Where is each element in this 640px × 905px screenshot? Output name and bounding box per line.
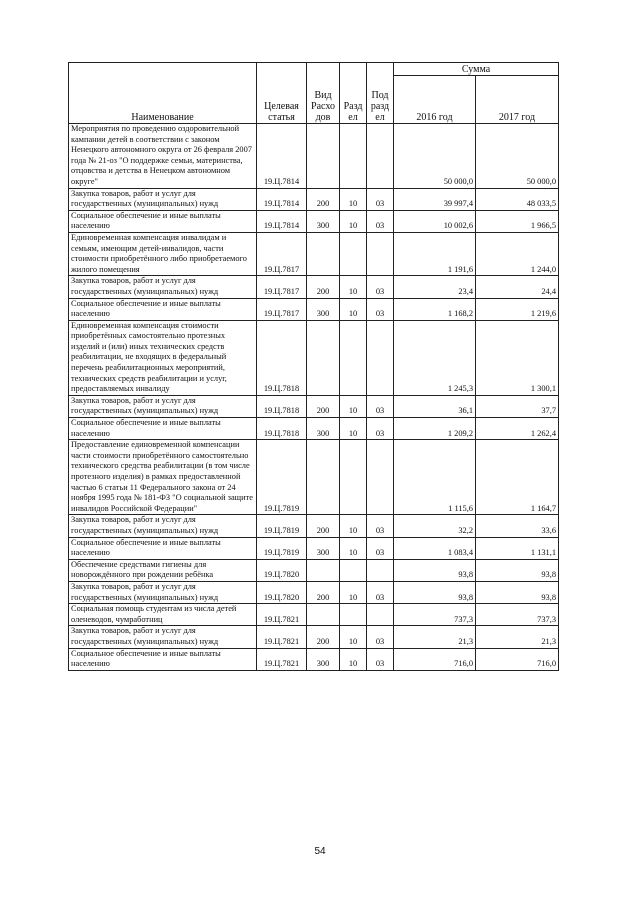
table-cell-2016: 1 115,6: [394, 440, 476, 515]
table-row: [69, 581, 559, 603]
table-cell-podrazdel: 03: [367, 188, 394, 210]
table-cell-podrazdel: 03: [367, 395, 394, 417]
table-cell-target: 19.Ц.7814: [257, 124, 307, 189]
table-cell-vid: 300: [307, 298, 340, 320]
table-cell-podrazdel: [367, 320, 394, 395]
table-cell-2017: 24,4: [476, 276, 559, 298]
table-cell-2016: 39 997,4: [394, 188, 476, 210]
table-cell-target: 19.Ц.7814: [257, 210, 307, 232]
table-cell-2017: 1 966,5: [476, 210, 559, 232]
header-2016: 2016 год: [394, 76, 476, 124]
table-cell-2017: 716,0: [476, 648, 559, 670]
table-cell-target: 19.Ц.7818: [257, 320, 307, 395]
table-cell-2017: 1 131,1: [476, 537, 559, 559]
table-cell-podrazdel: 03: [367, 298, 394, 320]
table-cell-name: Социальное обеспечение и иные выплаты населению: [69, 418, 257, 440]
table-cell-2017: 1 219,6: [476, 298, 559, 320]
table-cell-razdel: 10: [340, 276, 367, 298]
table-cell-2017: 21,3: [476, 626, 559, 648]
table-cell-2016: 21,3: [394, 626, 476, 648]
table-cell-name: Мероприятия по проведению оздоровительной кампании детей в соответствии с законом Ненецкого автономного округа от 26 февраля 2007 года № 21-оз "О поддержке семьи, материнства, отцовства и детства в Ненецком автономном округе": [69, 124, 257, 189]
table-cell-target: 19.Ц.7821: [257, 626, 307, 648]
table-cell-target: 19.Ц.7821: [257, 648, 307, 670]
table-cell-target: 19.Ц.7819: [257, 537, 307, 559]
table-cell-2017: 93,8: [476, 581, 559, 603]
budget-table: [68, 62, 559, 671]
table-cell-name: Единовременная компенсация инвалидам и семьям, имеющим детей-инвалидов, части стоимости приобретённого либо приобретаемого жилого помещения: [69, 232, 257, 275]
table-cell-2016: 716,0: [394, 648, 476, 670]
table-cell-razdel: 10: [340, 395, 367, 417]
table-cell-vid: 200: [307, 276, 340, 298]
table-cell-target: 19.Ц.7820: [257, 559, 307, 581]
table-cell-razdel: [340, 440, 367, 515]
table-cell-podrazdel: 03: [367, 537, 394, 559]
header-razdel: Разд ел: [340, 63, 367, 124]
table-cell-2017: 1 300,1: [476, 320, 559, 395]
table-row: [69, 298, 559, 320]
table-cell-2016: 32,2: [394, 515, 476, 537]
table-cell-podrazdel: [367, 604, 394, 626]
table-cell-2016: 737,3: [394, 604, 476, 626]
table-cell-podrazdel: [367, 440, 394, 515]
table-cell-vid: [307, 124, 340, 189]
table-cell-razdel: 10: [340, 298, 367, 320]
table-cell-razdel: 10: [340, 515, 367, 537]
header-target: Целевая статья: [257, 63, 307, 124]
table-cell-podrazdel: [367, 232, 394, 275]
table-row: [69, 395, 559, 417]
table-cell-target: 19.Ц.7821: [257, 604, 307, 626]
table-cell-razdel: [340, 320, 367, 395]
table-cell-razdel: [340, 232, 367, 275]
table-cell-2017: 1 244,0: [476, 232, 559, 275]
table-cell-2016: 93,8: [394, 581, 476, 603]
table-cell-podrazdel: 03: [367, 515, 394, 537]
table-row: [69, 648, 559, 670]
table-row: [69, 276, 559, 298]
table-cell-name: Закупка товаров, работ и услуг для государственных (муниципальных) нужд: [69, 515, 257, 537]
table-cell-name: Закупка товаров, работ и услуг для государственных (муниципальных) нужд: [69, 188, 257, 210]
table-cell-razdel: 10: [340, 210, 367, 232]
table-cell-vid: 300: [307, 210, 340, 232]
table-cell-vid: 300: [307, 648, 340, 670]
table-cell-razdel: 10: [340, 188, 367, 210]
table-cell-2016: 1 209,2: [394, 418, 476, 440]
table-cell-vid: [307, 604, 340, 626]
table-cell-name: Социальное обеспечение и иные выплаты населению: [69, 537, 257, 559]
table-cell-2016: 93,8: [394, 559, 476, 581]
table-cell-podrazdel: 03: [367, 276, 394, 298]
table-cell-target: 19.Ц.7819: [257, 515, 307, 537]
table-cell-target: 19.Ц.7820: [257, 581, 307, 603]
table-cell-razdel: [340, 124, 367, 189]
table-cell-podrazdel: 03: [367, 648, 394, 670]
table-cell-2017: 93,8: [476, 559, 559, 581]
table-cell-podrazdel: 03: [367, 418, 394, 440]
table-cell-2016: 36,1: [394, 395, 476, 417]
table-row: [69, 320, 559, 395]
table-cell-2017: 1 164,7: [476, 440, 559, 515]
table-cell-podrazdel: 03: [367, 626, 394, 648]
table-cell-name: Закупка товаров, работ и услуг для государственных (муниципальных) нужд: [69, 626, 257, 648]
table-cell-2017: 37,7: [476, 395, 559, 417]
table-row: [69, 210, 559, 232]
header-podrazdel: Под разд ел: [367, 63, 394, 124]
table-cell-target: 19.Ц.7817: [257, 298, 307, 320]
table-cell-2017: 50 000,0: [476, 124, 559, 189]
header-summa: Сумма: [394, 63, 559, 76]
table-cell-razdel: 10: [340, 648, 367, 670]
table-cell-2016: 23,4: [394, 276, 476, 298]
table-row: [69, 440, 559, 515]
table-row: [69, 515, 559, 537]
table-cell-target: 19.Ц.7817: [257, 232, 307, 275]
table-cell-podrazdel: 03: [367, 210, 394, 232]
table-cell-razdel: 10: [340, 626, 367, 648]
table-cell-2016: 1 168,2: [394, 298, 476, 320]
table-row: [69, 418, 559, 440]
table-cell-podrazdel: [367, 124, 394, 189]
table-row: [69, 559, 559, 581]
table-row: [69, 537, 559, 559]
table-cell-2017: 48 033,5: [476, 188, 559, 210]
table-cell-vid: 200: [307, 626, 340, 648]
table-cell-vid: [307, 320, 340, 395]
table-row: [69, 188, 559, 210]
table-cell-vid: [307, 440, 340, 515]
table-row: [69, 626, 559, 648]
table-cell-razdel: 10: [340, 581, 367, 603]
table-cell-vid: 200: [307, 581, 340, 603]
table-cell-target: 19.Ц.7818: [257, 395, 307, 417]
table-cell-razdel: 10: [340, 418, 367, 440]
table-cell-podrazdel: 03: [367, 581, 394, 603]
table-cell-2016: 10 002,6: [394, 210, 476, 232]
table-cell-vid: [307, 559, 340, 581]
table-cell-razdel: [340, 559, 367, 581]
table-cell-2016: 50 000,0: [394, 124, 476, 189]
header-vid: Вид Расхо дов: [307, 63, 340, 124]
header-2017: 2017 год: [476, 76, 559, 124]
table-cell-name: Социальная помощь студентам из числа детей оленеводов, чумработниц: [69, 604, 257, 626]
table-body: [69, 124, 559, 671]
table-cell-vid: 300: [307, 537, 340, 559]
table-cell-2017: 737,3: [476, 604, 559, 626]
table-cell-vid: 300: [307, 418, 340, 440]
table-cell-target: 19.Ц.7818: [257, 418, 307, 440]
table-cell-vid: [307, 232, 340, 275]
table-cell-2016: 1 245,3: [394, 320, 476, 395]
table-row: [69, 232, 559, 275]
table-cell-name: Закупка товаров, работ и услуг для государственных (муниципальных) нужд: [69, 395, 257, 417]
page-number: 54: [314, 846, 326, 857]
table-row: [69, 124, 559, 189]
table-cell-razdel: [340, 604, 367, 626]
table-cell-name: Закупка товаров, работ и услуг для государственных (муниципальных) нужд: [69, 276, 257, 298]
table-cell-target: 19.Ц.7814: [257, 188, 307, 210]
table-cell-razdel: 10: [340, 537, 367, 559]
table-cell-target: 19.Ц.7817: [257, 276, 307, 298]
table-cell-name: Социальное обеспечение и иные выплаты населению: [69, 648, 257, 670]
table-row: [69, 604, 559, 626]
table-cell-name: Единовременная компенсация стоимости приобретённых самостоятельно протезных изделий и (или) иных технических средств реабилитации, не входящих в федеральный перечень реабилитационных мероприятий, технических средств реабилитации и услуг, предоставляемых инвалиду: [69, 320, 257, 395]
table-cell-vid: 200: [307, 395, 340, 417]
header-name: Наименование: [69, 63, 257, 124]
table-cell-2017: 33,6: [476, 515, 559, 537]
table-cell-name: Социальное обеспечение и иные выплаты населению: [69, 210, 257, 232]
table-cell-vid: 200: [307, 515, 340, 537]
table-cell-2016: 1 083,4: [394, 537, 476, 559]
table-cell-name: Закупка товаров, работ и услуг для государственных (муниципальных) нужд: [69, 581, 257, 603]
table-cell-2016: 1 191,6: [394, 232, 476, 275]
table-cell-podrazdel: [367, 559, 394, 581]
table-cell-target: 19.Ц.7819: [257, 440, 307, 515]
table-header: [69, 63, 559, 124]
table-cell-2017: 1 262,4: [476, 418, 559, 440]
table-cell-name: Обеспечение средствами гигиены для новорождённого при рождении ребёнка: [69, 559, 257, 581]
table-cell-name: Предоставление единовременной компенсации части стоимости приобретённого самостоятельно технического средства реабилитации (в том числе протезного изделия) в рамках предоставленной частью 6 статьи 11 Федерального закона от 24 ноября 1995 года № 181-ФЗ "О социальной защите инвалидов Российской Федерации": [69, 440, 257, 515]
table-cell-vid: 200: [307, 188, 340, 210]
table-cell-name: Социальное обеспечение и иные выплаты населению: [69, 298, 257, 320]
